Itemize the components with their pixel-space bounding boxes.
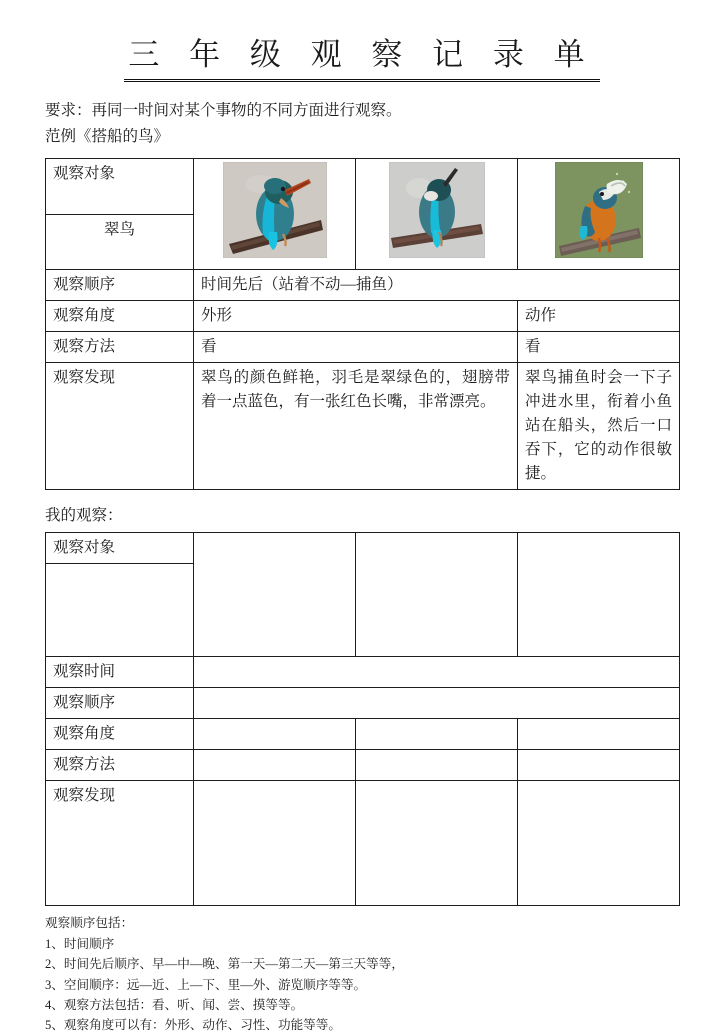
kingfisher-with-fish-icon	[555, 162, 643, 258]
blank-method-label: 观察方法	[46, 750, 194, 781]
requirement-line: 要求：再同一时间对某个事物的不同方面进行观察。	[45, 101, 402, 119]
blank-object-value[interactable]	[46, 564, 194, 657]
note-item-1: 1、时间顺序	[45, 936, 115, 951]
blank-angle-value-2[interactable]	[356, 719, 518, 750]
table-row	[46, 688, 680, 719]
table-row	[46, 750, 680, 781]
example-caption: 范例《搭船的鸟》	[45, 128, 170, 146]
blank-angle-label: 观察角度	[46, 719, 194, 750]
blank-time-label: 观察时间	[46, 657, 194, 688]
blank-order-value[interactable]	[194, 688, 680, 719]
example-order-value: 时间先后（站着不动—捕鱼）	[194, 270, 680, 301]
blank-object-label: 观察对象	[46, 533, 194, 564]
blank-observation-table	[45, 532, 680, 906]
page-title: 三 年 级 观 察 记 录 单	[124, 36, 599, 82]
blank-object-cell-1[interactable]	[194, 533, 356, 657]
note-item-4: 4、观察方法包括：看、听、闻、尝、摸等等。	[45, 997, 304, 1012]
example-finding-value-1: 翠鸟的颜色鲜艳，羽毛是翠绿色的，翅膀带着一点蓝色，有一张红色长嘴，非常漂亮。	[194, 363, 518, 490]
example-object-value: 翠鸟	[46, 214, 194, 270]
example-finding-label: 观察发现	[46, 363, 194, 490]
blank-time-value[interactable]	[194, 657, 680, 688]
blank-order-label: 观察顺序	[46, 688, 194, 719]
table-row	[46, 781, 680, 906]
table-row	[46, 363, 680, 490]
page-title-wrapper	[45, 0, 679, 82]
notes-heading: 观察顺序包括：	[45, 916, 134, 931]
table-row	[46, 719, 680, 750]
blank-method-value-3[interactable]	[518, 750, 680, 781]
intro-block	[45, 98, 679, 151]
example-object-label: 观察对象	[46, 159, 194, 215]
note-item-2: 2、时间先后顺序、早—中—晚、第一天—第二天—第三天等等，	[45, 957, 404, 972]
example-finding-value-2: 翠鸟捕鱼时会一下子冲进水里，衔着小鱼站在船头，然后一口吞下，它的动作很敏捷。	[518, 363, 680, 490]
example-method-value-1: 看	[194, 332, 518, 363]
kingfisher-back-view-icon	[389, 162, 485, 258]
blank-method-value-1[interactable]	[194, 750, 356, 781]
table-row	[46, 159, 680, 215]
kingfisher-perched-side-icon	[223, 162, 327, 258]
example-photo-cell-3	[518, 159, 680, 270]
blank-finding-value-1[interactable]	[194, 781, 356, 906]
kingfisher-perched-side-photo	[223, 162, 327, 266]
table-row	[46, 657, 680, 688]
note-item-5: 5、观察角度可以有：外形、动作、习性、功能等等。	[45, 1018, 341, 1033]
table-row	[46, 533, 680, 564]
kingfisher-back-view-photo	[389, 162, 485, 266]
footer-notes	[45, 913, 679, 1035]
blank-method-value-2[interactable]	[356, 750, 518, 781]
example-photo-cell-1	[194, 159, 356, 270]
example-angle-label: 观察角度	[46, 301, 194, 332]
blank-finding-value-3[interactable]	[518, 781, 680, 906]
table-row	[46, 301, 680, 332]
note-item-3: 3、空间顺序：远—近、上—下、里—外、游览顺序等等。	[45, 977, 367, 992]
blank-finding-label: 观察发现	[46, 781, 194, 906]
example-method-label: 观察方法	[46, 332, 194, 363]
blank-object-cell-3[interactable]	[518, 533, 680, 657]
example-angle-value-2: 动作	[518, 301, 680, 332]
kingfisher-with-fish-photo	[555, 162, 643, 266]
blank-angle-value-3[interactable]	[518, 719, 680, 750]
table-row	[46, 332, 680, 363]
example-photo-cell-2	[356, 159, 518, 270]
example-order-label: 观察顺序	[46, 270, 194, 301]
blank-object-cell-2[interactable]	[356, 533, 518, 657]
my-observation-label: 我的观察：	[45, 507, 123, 525]
example-table	[45, 158, 680, 490]
blank-finding-value-2[interactable]	[356, 781, 518, 906]
blank-angle-value-1[interactable]	[194, 719, 356, 750]
table-row	[46, 270, 680, 301]
example-angle-value-1: 外形	[194, 301, 518, 332]
example-method-value-2: 看	[518, 332, 680, 363]
